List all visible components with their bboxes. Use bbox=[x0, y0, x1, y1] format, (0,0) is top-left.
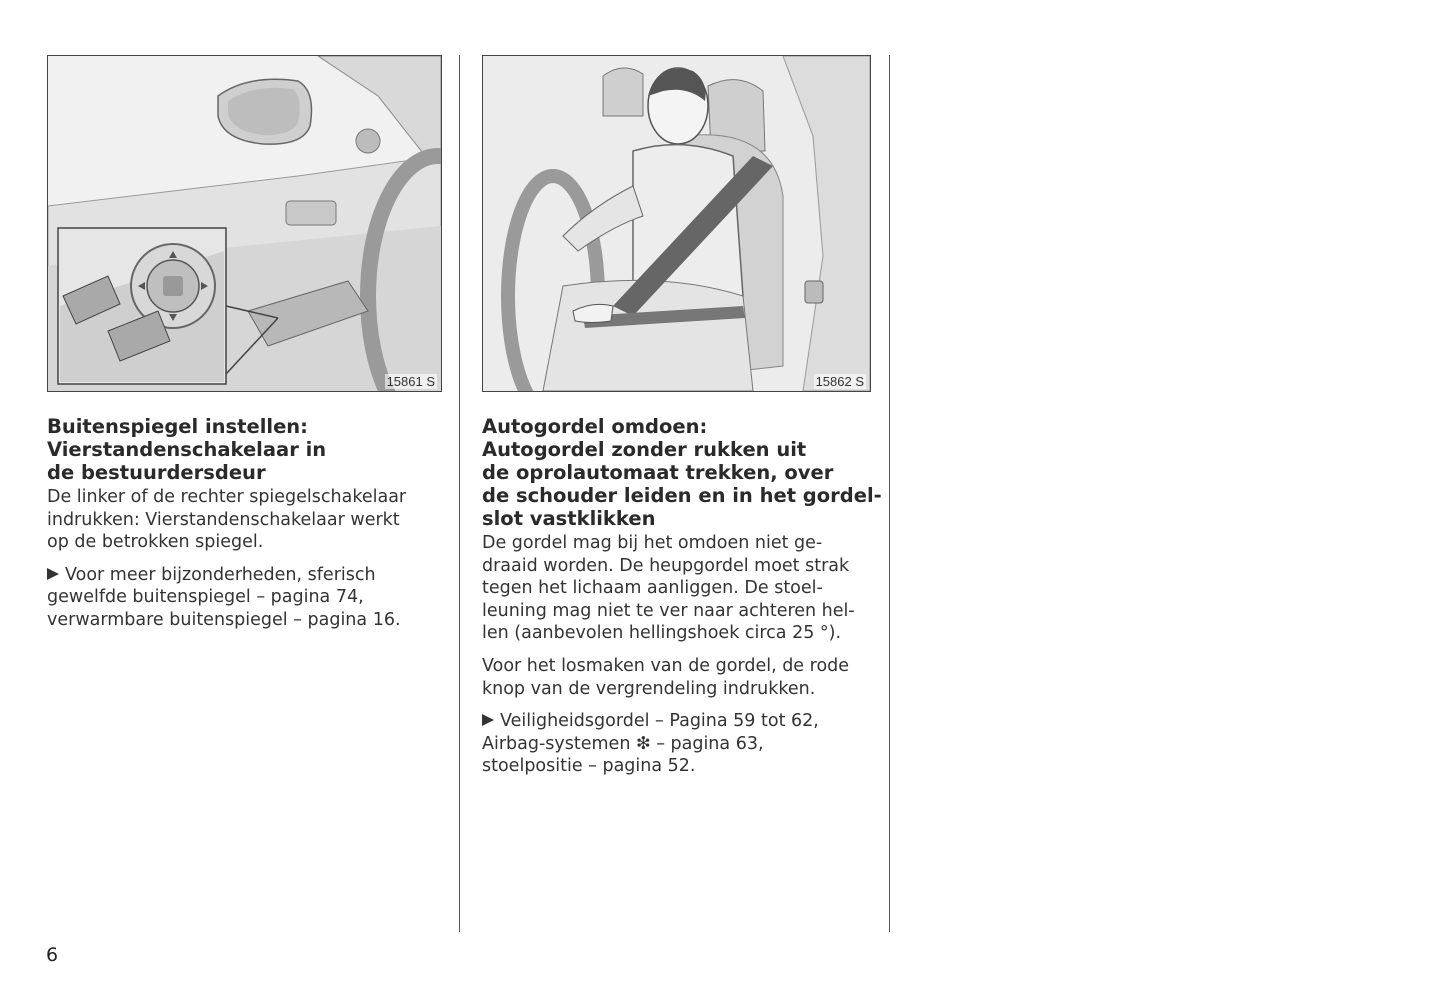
text-line: op de betrokken spiegel. bbox=[47, 532, 264, 553]
text-line: stoelpositie – pagina 52. bbox=[482, 756, 696, 777]
text-line bbox=[482, 710, 877, 733]
seat-belt-paragraph bbox=[482, 532, 877, 645]
heading-line: slot vastklikken bbox=[482, 507, 656, 530]
seat-belt-section bbox=[482, 415, 882, 788]
text-line: leuning mag niet te ver naar achteren hel- bbox=[482, 600, 855, 621]
text-line: gewelfde buitenspiegel – pagina 74, bbox=[47, 587, 364, 608]
figure-code: 15861 S bbox=[386, 374, 435, 389]
text-line: Airbag-systemen ❇ – pagina 63, bbox=[482, 733, 764, 754]
mirror-switch-illustration bbox=[47, 55, 442, 392]
text-line: len (aanbevolen hellingshoek circa 25 °). bbox=[482, 623, 842, 644]
page-number: 6 bbox=[46, 944, 59, 966]
figure-code: 15862 S bbox=[815, 374, 864, 389]
heading-line: de oprolautomaat trekken, over bbox=[482, 461, 834, 484]
mirror-adjust-section bbox=[47, 415, 442, 642]
belt-release-paragraph bbox=[482, 655, 877, 700]
text-line-content: Veiligheidsgordel – Pagina 59 tot 62, bbox=[500, 711, 819, 732]
heading-line: Vierstandenschakelaar in bbox=[47, 438, 327, 461]
text-line: tegen het lichaam aanliggen. De stoel- bbox=[482, 578, 823, 599]
text-line: verwarmbare buitenspiegel – pagina 16. bbox=[47, 609, 401, 630]
text-line: draaid worden. De heupgordel moet strak bbox=[482, 555, 850, 576]
text-line: De gordel mag bij het omdoen niet ge- bbox=[482, 533, 823, 553]
mirror-switch-drawing bbox=[48, 56, 441, 391]
heading-line: Buitenspiegel instellen: bbox=[47, 415, 308, 438]
seat-belt-drawing bbox=[483, 56, 870, 391]
text-line: indrukken: Vierstandenschakelaar werkt bbox=[47, 509, 400, 530]
mirror-adjust-paragraph bbox=[47, 486, 442, 554]
heading-line: Autogordel omdoen: bbox=[482, 415, 708, 438]
heading-line: Autogordel zonder rukken uit bbox=[482, 438, 807, 461]
seat-belt-illustration bbox=[482, 55, 871, 392]
column-divider-right bbox=[889, 55, 890, 932]
heading-line: de bestuurdersdeur bbox=[47, 461, 266, 484]
text-line: Voor het losmaken van de gordel, de rode bbox=[482, 655, 850, 676]
belt-reference-paragraph bbox=[482, 710, 877, 778]
arrow-right-icon bbox=[47, 568, 59, 580]
seat-belt-heading bbox=[482, 415, 882, 530]
heading-line: de schouder leiden en in het gordel- bbox=[482, 484, 882, 507]
column-divider-left bbox=[459, 55, 460, 932]
mirror-reference-paragraph bbox=[47, 564, 442, 632]
text-line-content: Voor meer bijzonderheden, sferisch bbox=[65, 564, 376, 585]
text-line: De linker of de rechter spiegelschakelaar bbox=[47, 487, 407, 507]
mirror-adjust-heading bbox=[47, 415, 442, 484]
text-line: knop van de vergrendeling indrukken. bbox=[482, 678, 816, 699]
text-line bbox=[47, 564, 442, 587]
arrow-right-icon bbox=[482, 714, 494, 726]
